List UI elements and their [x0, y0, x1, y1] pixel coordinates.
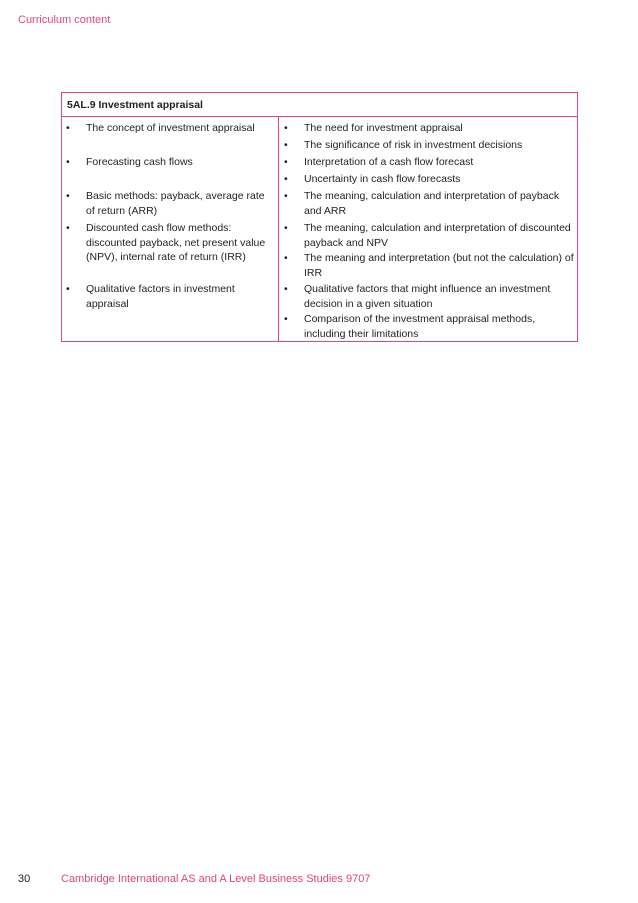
- bullet-icon: •: [66, 222, 70, 234]
- bullet-icon: •: [284, 222, 288, 234]
- table-title: 5AL.9 Investment appraisal: [62, 93, 577, 117]
- bullet-icon: •: [284, 173, 288, 185]
- bullet-icon: •: [66, 122, 70, 134]
- footer-document-title: Cambridge International AS and A Level Business Studies 9707: [61, 873, 371, 885]
- outcome-text: The meaning and interpretation (but not the calculation) of IRR: [304, 252, 574, 279]
- topic-item: [66, 282, 274, 311]
- topic-text: The concept of investment appraisal: [86, 122, 255, 134]
- topic-text: Basic methods: payback, average rate of return (ARR): [86, 190, 265, 217]
- outcome-item: [284, 312, 574, 341]
- outcome-item: [284, 189, 574, 218]
- outcome-text: The meaning, calculation and interpretation of payback and ARR: [304, 190, 560, 217]
- bullet-icon: •: [284, 190, 288, 202]
- column-divider: [278, 117, 279, 341]
- outcome-item: [284, 138, 574, 153]
- topic-item: [66, 155, 274, 170]
- topic-text: Qualitative factors in investment appraisal: [86, 283, 235, 310]
- outcome-text: The meaning, calculation and interpretation of discounted payback and NPV: [304, 222, 571, 249]
- outcome-text: Qualitative factors that might influence an investment decision in a given situation: [304, 283, 551, 310]
- topic-text: Discounted cash flow methods: discounted payback, net present value (NPV), internal rate of return (IRR): [86, 222, 266, 263]
- outcome-item: [284, 172, 574, 187]
- bullet-icon: •: [284, 156, 288, 168]
- outcome-item: [284, 251, 574, 280]
- bullet-icon: •: [66, 283, 70, 295]
- bullet-icon: •: [284, 313, 288, 325]
- outcome-text: Uncertainty in cash flow forecasts: [304, 173, 461, 185]
- investment-appraisal-table: [61, 92, 578, 342]
- topic-item: [66, 221, 274, 265]
- outcome-item: [284, 221, 574, 250]
- bullet-icon: •: [284, 122, 288, 134]
- topic-text: Forecasting cash flows: [86, 156, 193, 168]
- bullet-icon: •: [284, 252, 288, 264]
- section-header: Curriculum content: [18, 14, 111, 26]
- outcome-text: The significance of risk in investment decisions: [304, 139, 523, 151]
- outcome-item: [284, 155, 574, 170]
- outcome-text: The need for investment appraisal: [304, 122, 463, 134]
- topic-item: [66, 189, 274, 218]
- bullet-icon: •: [66, 156, 70, 168]
- table-body: [62, 117, 577, 341]
- outcome-item: [284, 282, 574, 311]
- outcome-text: Comparison of the investment appraisal methods, including their limitations: [304, 313, 536, 340]
- bullet-icon: •: [284, 283, 288, 295]
- topic-item: [66, 121, 274, 136]
- bullet-icon: •: [66, 190, 70, 202]
- outcome-item: [284, 121, 574, 136]
- bullet-icon: •: [284, 139, 288, 151]
- page-number: 30: [18, 873, 31, 885]
- outcome-text: Interpretation of a cash flow forecast: [304, 156, 474, 168]
